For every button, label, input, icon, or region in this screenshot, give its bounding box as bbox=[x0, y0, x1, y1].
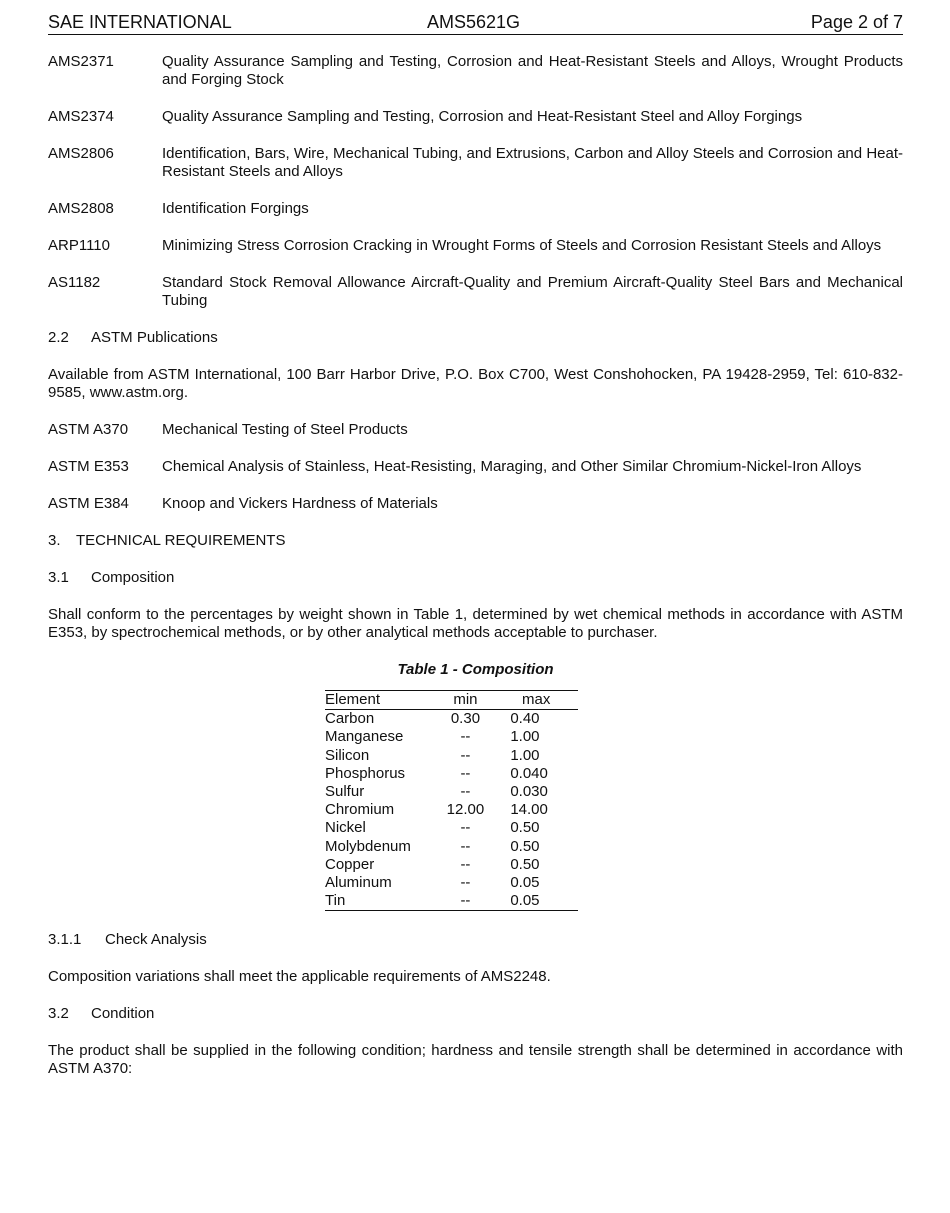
table-row bbox=[325, 801, 578, 819]
cell-min: -- bbox=[460, 819, 471, 837]
reference-title: Standard Stock Removal Allowance Aircraft-Quality and Premium Aircraft-Quality Steel Bars and Mechanical Tubing bbox=[162, 274, 903, 309]
cell-max: 0.05 bbox=[494, 892, 578, 911]
reference-title: Quality Assurance Sampling and Testing, Corrosion and Heat-Resistant Steels and Alloys, Wrought Products and Forging Stock bbox=[162, 53, 903, 88]
section-number: 3.1 bbox=[48, 569, 69, 586]
section-title: ASTM Publications bbox=[91, 329, 218, 346]
reference-title: Identification Forgings bbox=[162, 200, 309, 217]
table-row bbox=[325, 747, 578, 765]
table-header-row bbox=[325, 691, 578, 710]
reference-title: Chemical Analysis of Stainless, Heat-Resisting, Maraging, and Other Similar Chromium-Nickel-Iron Alloys bbox=[162, 458, 862, 475]
page-header bbox=[48, 12, 903, 35]
cell-max: 0.50 bbox=[510, 819, 540, 837]
reference-entry bbox=[48, 53, 903, 89]
reference-title: Mechanical Testing of Steel Products bbox=[162, 421, 408, 438]
cell-element: Nickel bbox=[325, 819, 366, 837]
document-body bbox=[48, 53, 903, 1097]
table-row bbox=[325, 856, 578, 874]
reference-code: AS1182 bbox=[48, 274, 101, 291]
section-number: 2.2 bbox=[48, 329, 69, 346]
cell-max: 1.00 bbox=[510, 728, 540, 746]
table-row bbox=[325, 874, 578, 892]
section-heading-condition bbox=[48, 1005, 903, 1023]
cell-min: -- bbox=[460, 764, 471, 782]
table-row bbox=[325, 892, 578, 911]
cell-min: -- bbox=[437, 892, 495, 911]
reference-entry bbox=[48, 274, 903, 310]
section-number: 3.2 bbox=[48, 1005, 69, 1023]
reference-code: AMS2371 bbox=[48, 53, 114, 70]
cell-element: Aluminum bbox=[325, 874, 392, 892]
composition-paragraph: Shall conform to the percentages by weight shown in Table 1, determined by wet chemical methods in accordance with ASTM E353, by spectrochemical methods, or by other analytical methods acceptable to purchaser. bbox=[48, 606, 903, 641]
check-analysis-paragraph: Composition variations shall meet the applicable requirements of AMS2248. bbox=[48, 968, 551, 986]
table-row bbox=[325, 710, 578, 729]
table-row bbox=[325, 765, 578, 783]
cell-element: Molybdenum bbox=[325, 837, 411, 855]
cell-max: 0.030 bbox=[510, 783, 548, 801]
table-row bbox=[325, 838, 578, 856]
condition-paragraph: The product shall be supplied in the following condition; hardness and tensile strength shall be determined in accordance with ASTM A370: bbox=[48, 1042, 903, 1078]
reference-entry bbox=[48, 421, 903, 439]
section-heading-astm bbox=[48, 329, 903, 347]
section-title: Condition bbox=[91, 1005, 155, 1023]
cell-min: -- bbox=[460, 874, 471, 892]
cell-max: 1.00 bbox=[510, 746, 540, 764]
cell-element: Manganese bbox=[325, 728, 404, 746]
cell-min: -- bbox=[460, 837, 471, 855]
cell-min: 12.00 bbox=[446, 801, 485, 819]
cell-max: 0.040 bbox=[510, 764, 548, 782]
column-header-element: Element bbox=[325, 691, 437, 710]
reference-code: ASTM A370 bbox=[48, 421, 129, 438]
reference-title: Minimizing Stress Corrosion Cracking in Wrought Forms of Steels and Corrosion Resistant Steels and Alloys bbox=[162, 237, 882, 254]
cell-element: Chromium bbox=[325, 801, 395, 819]
header-page-number: Page 2 of 7 bbox=[810, 12, 903, 32]
table-row bbox=[325, 819, 578, 837]
reference-entry bbox=[48, 458, 903, 476]
section-number: 3.1.1 bbox=[48, 931, 82, 949]
reference-entry bbox=[48, 237, 903, 255]
cell-max: 0.05 bbox=[510, 874, 540, 892]
section-title: Composition bbox=[91, 569, 175, 586]
cell-min: -- bbox=[460, 746, 471, 764]
cell-min: 0.30 bbox=[450, 710, 481, 728]
column-header-max: max bbox=[494, 691, 578, 710]
cell-min: -- bbox=[460, 855, 471, 873]
cell-element: Tin bbox=[325, 892, 437, 911]
composition-table bbox=[325, 690, 578, 911]
cell-element: Sulfur bbox=[325, 783, 365, 801]
reference-code: ASTM E353 bbox=[48, 458, 129, 475]
reference-entry bbox=[48, 108, 903, 126]
header-document-number: AMS5621G bbox=[427, 12, 521, 32]
reference-code: AMS2806 bbox=[48, 145, 114, 162]
reference-code: AMS2808 bbox=[48, 200, 114, 217]
section-title: TECHNICAL REQUIREMENTS bbox=[76, 532, 286, 549]
cell-element: Carbon bbox=[325, 710, 375, 728]
table-row bbox=[325, 783, 578, 801]
section-heading-check-analysis bbox=[48, 931, 903, 949]
reference-entry bbox=[48, 200, 903, 218]
table-row bbox=[325, 728, 578, 746]
reference-code: ASTM E384 bbox=[48, 495, 129, 512]
reference-title: Knoop and Vickers Hardness of Materials bbox=[162, 495, 438, 512]
cell-element: Copper bbox=[325, 855, 375, 873]
cell-max: 0.50 bbox=[510, 855, 540, 873]
cell-element: Silicon bbox=[325, 746, 370, 764]
section-heading-composition bbox=[48, 569, 903, 587]
section-heading-technical-requirements bbox=[48, 532, 903, 550]
reference-title: Quality Assurance Sampling and Testing, Corrosion and Heat-Resistant Steel and Alloy Forgings bbox=[162, 108, 803, 125]
header-organization: SAE INTERNATIONAL bbox=[48, 12, 232, 32]
reference-code: AMS2374 bbox=[48, 108, 114, 125]
section-title: Check Analysis bbox=[105, 931, 207, 949]
cell-min: -- bbox=[460, 783, 471, 801]
astm-availability-paragraph: Available from ASTM International, 100 Barr Harbor Drive, P.O. Box C700, West Conshohocken, PA 19428-2959, Tel: 610-832-9585, www.astm.org. bbox=[48, 366, 903, 401]
reference-entry bbox=[48, 145, 903, 181]
column-header-min: min bbox=[437, 691, 495, 710]
reference-code: ARP1110 bbox=[48, 237, 110, 254]
cell-max: 0.40 bbox=[510, 710, 540, 728]
cell-max: 14.00 bbox=[510, 801, 548, 819]
cell-element: Phosphorus bbox=[325, 764, 406, 782]
cell-min: -- bbox=[460, 728, 471, 746]
reference-title: Identification, Bars, Wire, Mechanical Tubing, and Extrusions, Carbon and Alloy Steels and Corrosion and Heat-Resistant Steels and Alloys bbox=[162, 145, 903, 180]
section-number: 3. bbox=[48, 532, 61, 549]
table-caption: Table 1 - Composition bbox=[397, 661, 554, 678]
cell-max: 0.50 bbox=[510, 837, 540, 855]
reference-entry bbox=[48, 495, 903, 513]
